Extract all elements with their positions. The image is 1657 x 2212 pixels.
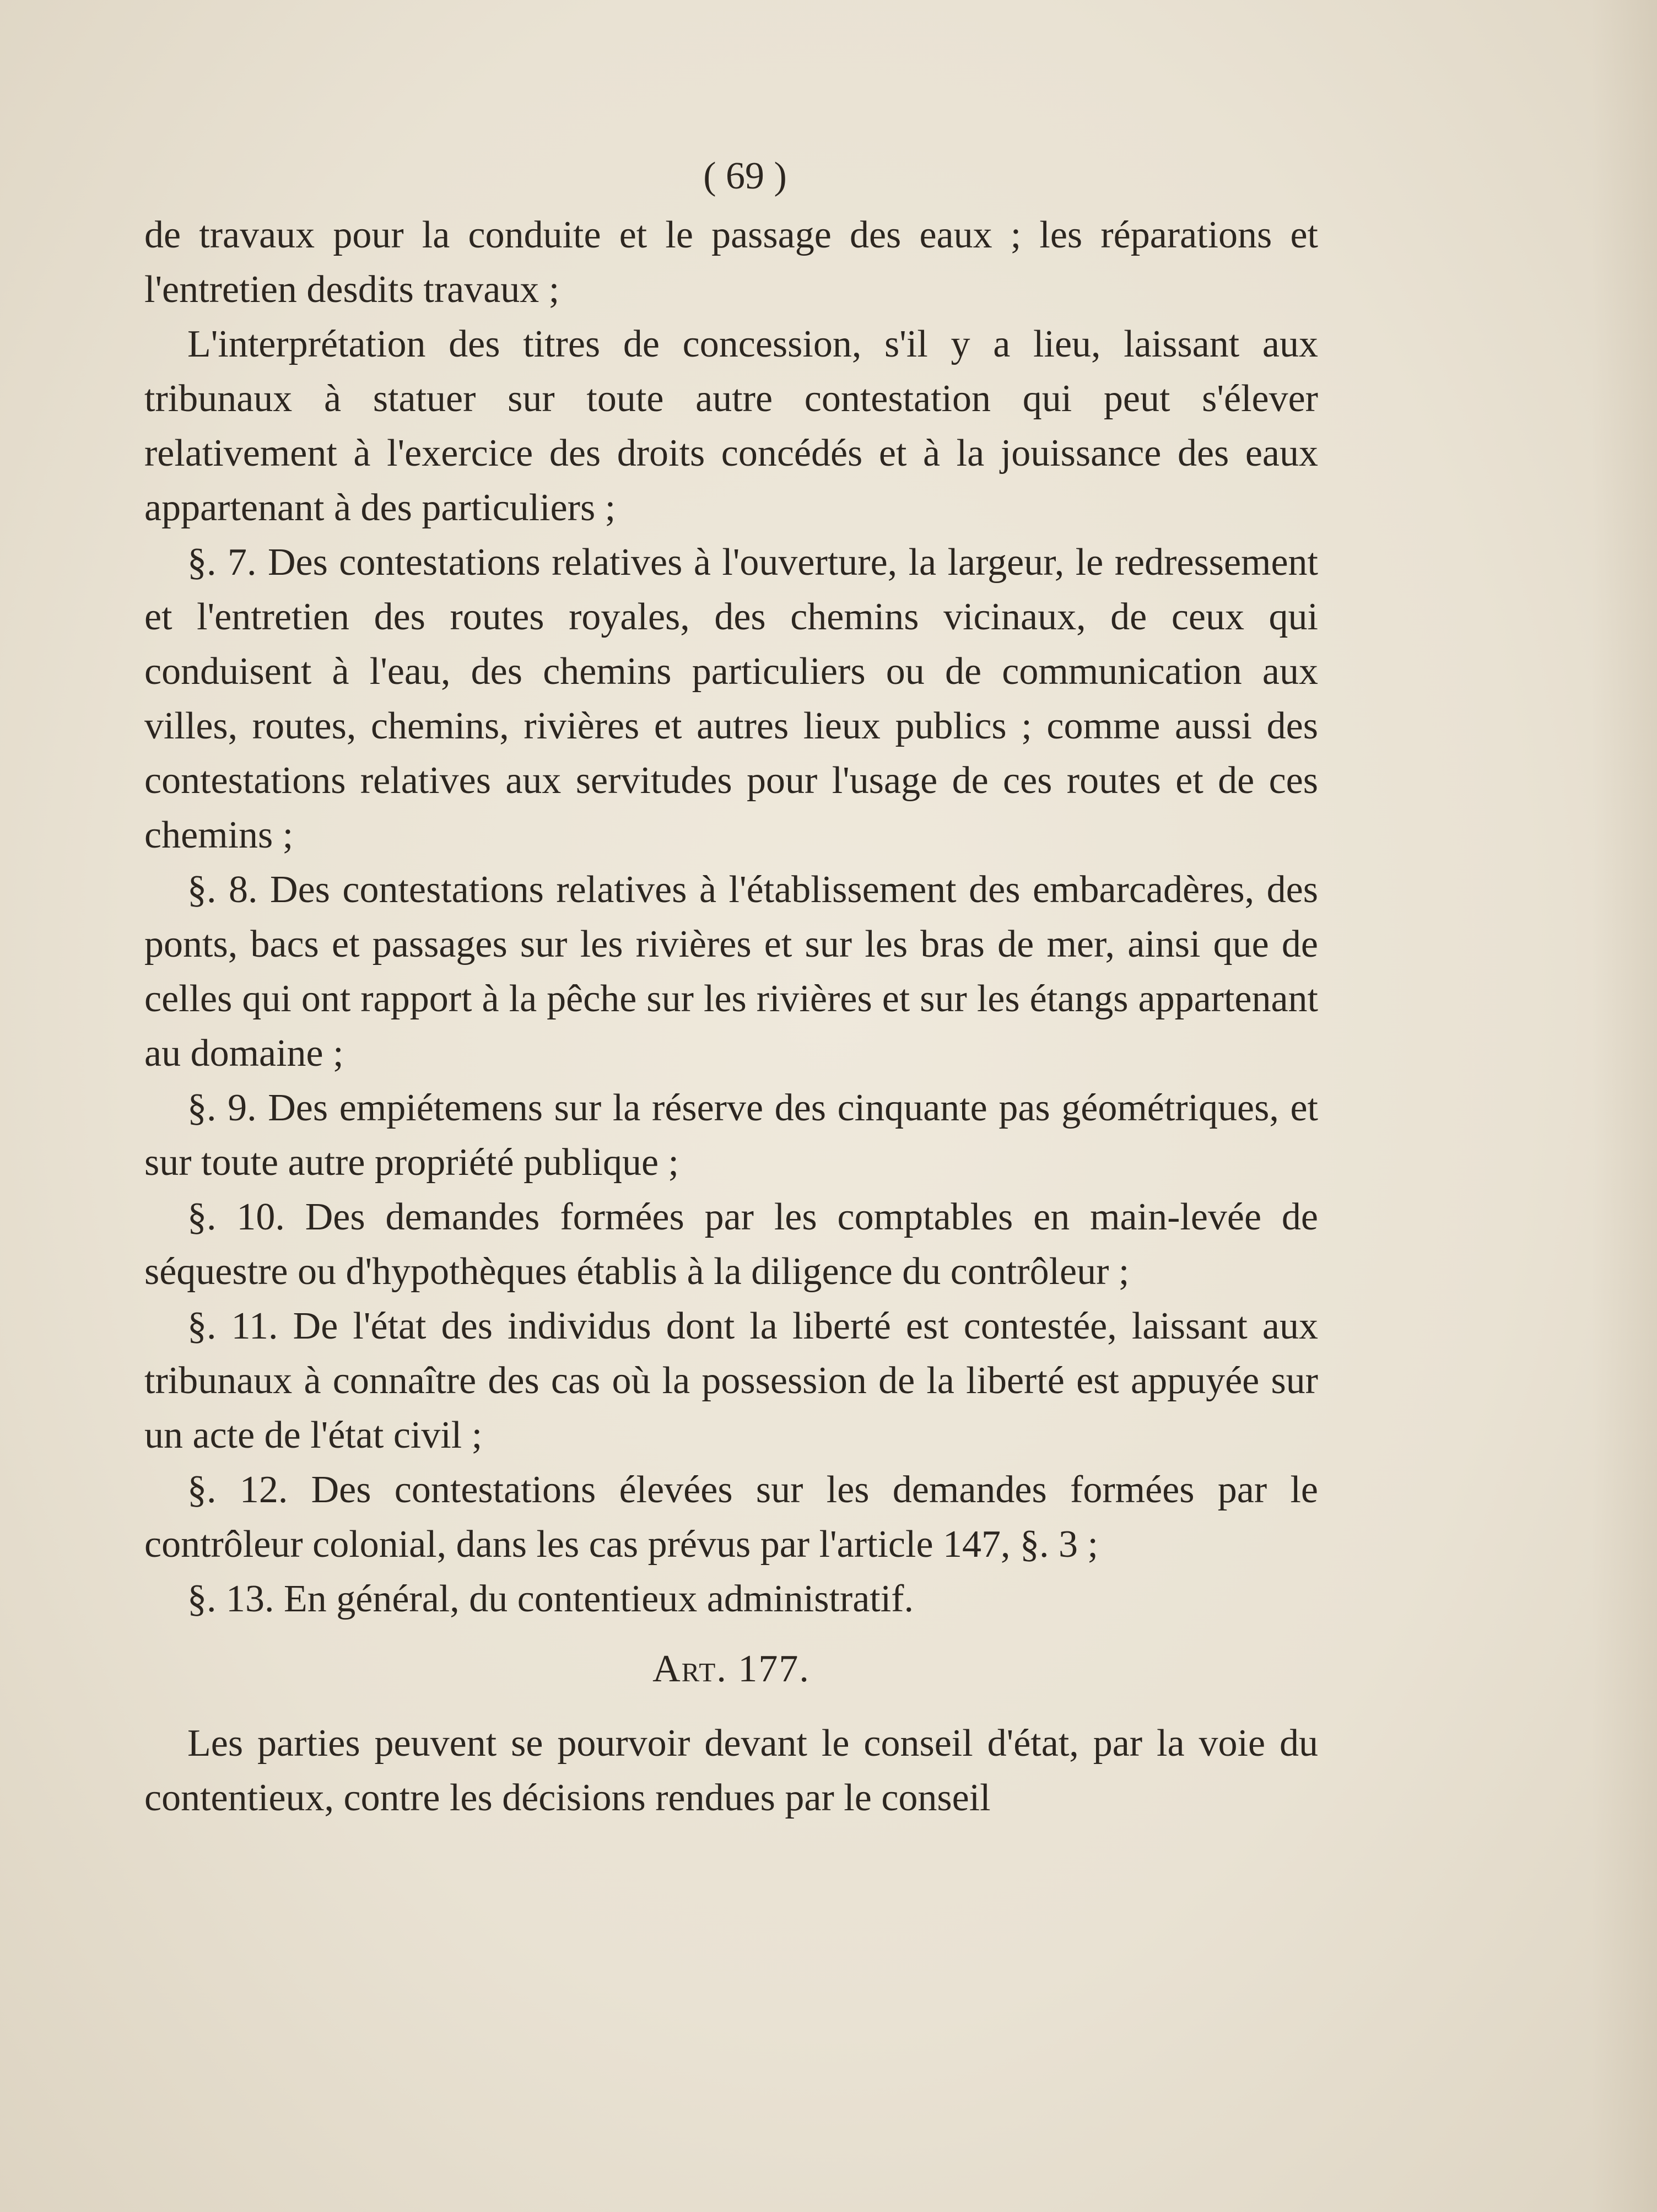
paragraph-section-13: §. 13. En général, du contentieux administratif. [187, 1578, 914, 1620]
paragraph-section-8: §. 8. Des contestations relatives à l'établissement des embarcadères, des ponts, bacs et passages sur les rivières et sur les bras de mer, ainsi que de celles qui ont rapport à la pêche sur les rivières et sur les étangs appartenant au domaine ; [144, 868, 1318, 1075]
paragraph-continuation: de travaux pour la conduite et le passage des eaux ; les réparations et l'entretien desdits travaux ; [144, 214, 1318, 311]
paragraph-section-10: §. 10. Des demandes formées par les comptables en main-levée de séquestre ou d'hypothèques établis à la diligence du contrôleur ; [144, 1196, 1318, 1293]
paragraph-section-7: §. 7. Des contestations relatives à l'ouverture, la largeur, le redressement et l'entretien des routes royales, des chemins vicinaux, de ceux qui conduisent à l'eau, des chemins particuliers ou de communication aux villes, routes, chemins, rivières et autres lieux publics ; comme aussi des contestations relatives aux servitudes pour l'usage de ces routes et de ces chemins ; [144, 541, 1318, 856]
page-number: ( 69 ) [703, 155, 787, 197]
article-heading: Art. 177. [652, 1648, 810, 1690]
text-block [144, 149, 1318, 1825]
paragraph-interpretation: L'interprétation des titres de concession, s'il y a lieu, laissant aux tribunaux à statuer sur toute autre contestation qui peut s'élever relativement à l'exercice des droits concédés et à la jouissance des eaux appartenant à des particuliers ; [144, 323, 1318, 529]
paragraph-section-12: §. 12. Des contestations élevées sur les demandes formées par le contrôleur colonial, dans les cas prévus par l'article 147, §. 3 ; [144, 1469, 1318, 1566]
paragraph-section-11: §. 11. De l'état des individus dont la liberté est contestée, laissant aux tribunaux à connaître des cas où la possession de la liberté est appuyée sur un acte de l'état civil ; [144, 1305, 1318, 1456]
paragraph-article-177: Les parties peuvent se pourvoir devant le conseil d'état, par la voie du contentieux, contre les décisions rendues par le conseil [144, 1722, 1318, 1819]
page-edge-shadow [1591, 0, 1657, 2212]
paragraph-section-9: §. 9. Des empiétemens sur la réserve des cinquante pas géométriques, et sur toute autre propriété publique ; [144, 1087, 1318, 1184]
